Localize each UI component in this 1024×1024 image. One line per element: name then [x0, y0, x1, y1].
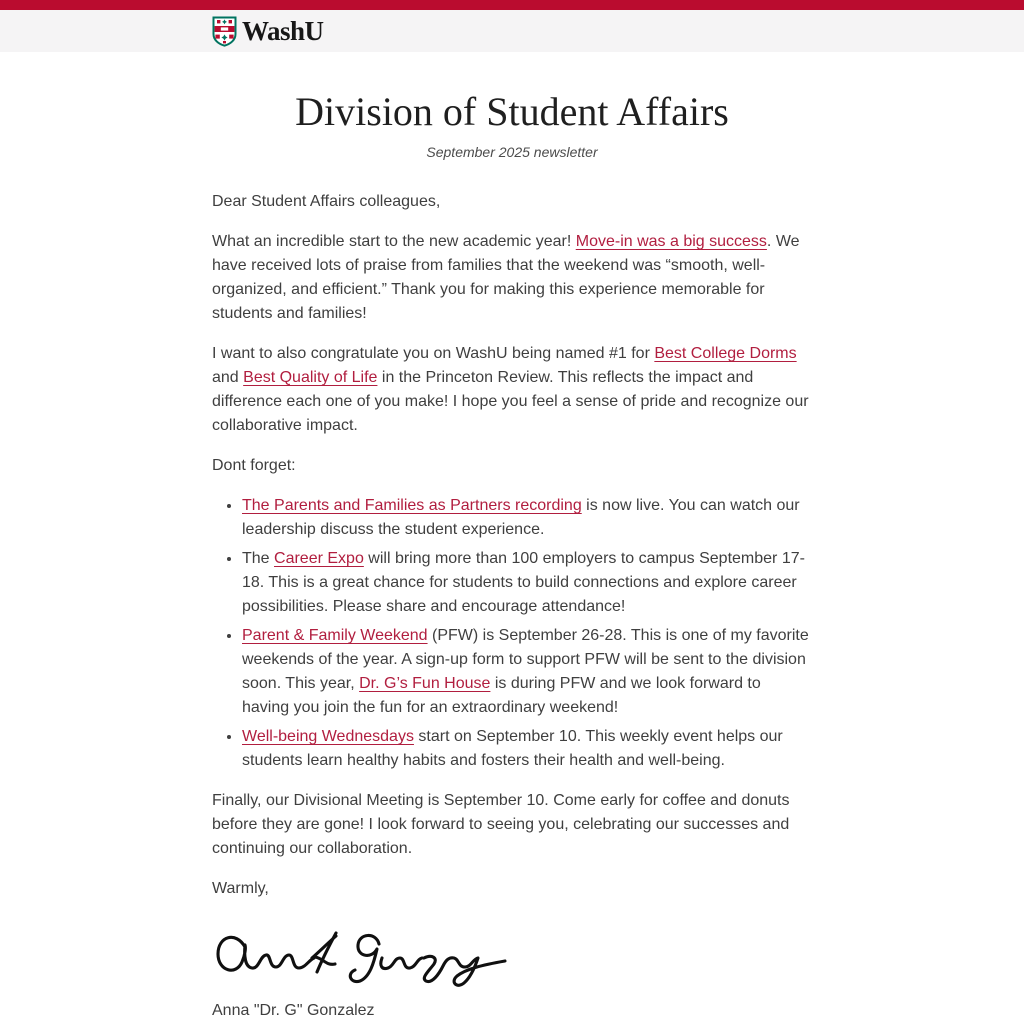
reminder-list [212, 494, 812, 773]
list-item: • The Career Expo will bring more than 100 employers to campus September 17-18. This is a great chance for students to build connections and explore career possibilities. Please share and encourage attendance! [242, 547, 812, 619]
inline-link[interactable]: Dr. G’s Fun House [359, 675, 491, 692]
page-title: Division of Student Affairs [295, 89, 729, 134]
list-item: • Well-being Wednesdays start on September 10. This weekly event helps our students learn healthy habits and fosters their health and well-being. [242, 725, 812, 773]
inline-link[interactable]: Well-being Wednesdays [242, 728, 414, 745]
signature-name: Anna "Dr. G" Gonzalez [212, 1002, 375, 1019]
washu-shield-icon [212, 16, 237, 47]
washu-logo[interactable] [212, 16, 324, 47]
body-paragraph: What an incredible start to the new academic year! Move-in was a big success. We have received lots of praise from families that the weekend was “smooth, well-organized, and efficient.” Thank you for making this experience memorable for students and families! [212, 233, 800, 322]
brand-top-bar [0, 0, 1024, 10]
body-paragraph: Dear Student Affairs colleagues, [212, 193, 441, 210]
washu-wordmark: WashU [242, 15, 324, 46]
inline-link[interactable]: Parent & Family Weekend [242, 627, 428, 644]
inline-link[interactable]: Move-in was a big success [575, 233, 767, 250]
body-paragraph: Dont forget: [212, 457, 296, 474]
body-paragraph: I want to also congratulate you on WashU being named #1 for Best College Dorms and Best Quality of Life in the Princeton Review. This reflects the impact and difference each one of you make! I hope you feel a sense of pride and recognize our collaborative impact. [212, 345, 809, 434]
header-inner [212, 16, 812, 47]
newsletter-page [212, 90, 812, 1023]
body-paragraph: Warmly, [212, 880, 269, 897]
newsletter-subtitle: September 2025 newsletter [426, 144, 598, 160]
body-paragraph: Finally, our Divisional Meeting is September 10. Come early for coffee and donuts before they are gone! I look forward to seeing you, celebrating our successes and continuing our collaboration. [212, 792, 790, 857]
signature-block [212, 927, 812, 1023]
inline-link[interactable]: Best College Dorms [654, 345, 797, 362]
list-item: • Parent & Family Weekend (PFW) is September 26-28. This is one of my favorite weekends of the year. A sign-up form to support PFW will be sent to the division soon. This year, Dr. G’s Fun House is during PFW and we look forward to having you join the fun for an extraordinary weekend! [242, 624, 812, 720]
signature-image [212, 927, 812, 987]
newsletter-body [212, 190, 812, 901]
inline-link[interactable]: Career Expo [274, 550, 364, 567]
inline-link[interactable]: Best Quality of Life [243, 369, 378, 386]
list-item: • The Parents and Families as Partners recording is now live. You can watch our leadership discuss the student experience. [242, 494, 812, 542]
site-header [0, 10, 1024, 52]
inline-link[interactable]: The Parents and Families as Partners recording [242, 497, 582, 514]
